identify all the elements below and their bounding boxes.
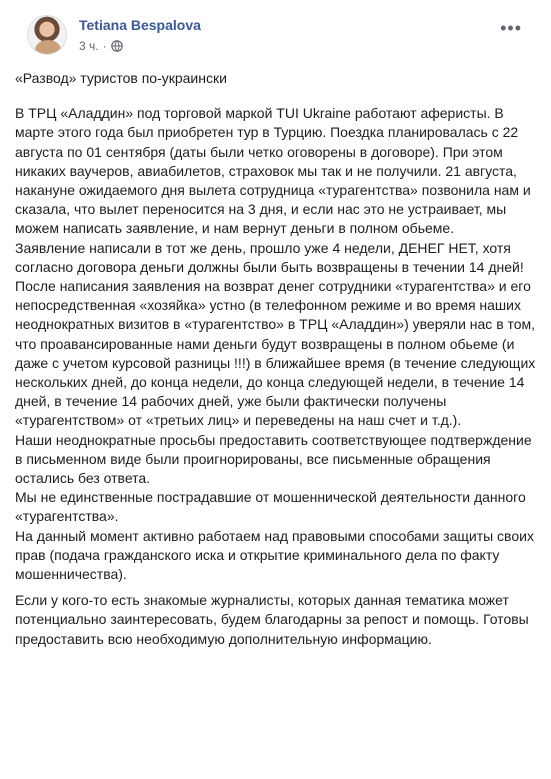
avatar-figure: [35, 40, 61, 55]
post-meta: [79, 39, 123, 53]
post-content: [15, 69, 539, 649]
globe-icon[interactable]: [111, 40, 123, 52]
more-options-icon[interactable]: •••: [500, 18, 522, 38]
post-appeal: Если у кого-то есть знакомые журналисты, которых данная тематика может потенциально заинтересовать, будем благодарны за репост и помощь. Готовы предоставить всю необходимую дополнительную информацию.: [15, 592, 529, 647]
post-time[interactable]: 3 ч.: [79, 39, 99, 53]
post-header: [15, 0, 536, 62]
author-name[interactable]: Tetiana Bespalova: [79, 17, 201, 33]
post-title: «Развод» туристов по-украински: [15, 70, 227, 86]
post-body: В ТРЦ «Аладдин» под торговой маркой TUI Ukraine работают аферисты. В марте этого года был приобретен тур в Турцию. Поездка планировалась с 22 августа по 01 сентября (даты были четко оговорены в договоре). При этом никаких ваучеров, авиабилетов, страховок мы так и не получили. 21 августа, накануне ожидаемого дня вылета сотрудница «турагентства» позвонила нам и сказала, что вылет переносится на 3 дня, и если нас это не устраивает, мы можем написать заявление, и нам вернут деньги в полном обьеме. Заявление написали в тот же день, прошло уже 4 недели, ДЕНЕГ НЕТ, хотя согласно договора деньги должны были быть возвращены в течении 14 дней! После написания заявления на возврат денег сотрудники «турагентства» и его непосредственная «хозяйка» устно (в телефонном режиме и во время наших неоднократных визитов в «турагентство» в ТРЦ «Аладдин») уверяли нас в том, что проавансированные нами деньги будут возвращены в полном обьеме (и даже с учетом курсовой разницы !!!) в ближайшее время (в течение следующих нескольких дней, до конца недели, до конца следующей недели, в течение 14 дней, в течение 14 рабочих дней, уже были фактически получены «турагентством» от «третьих лиц» и переведены на наш счет и т.д.). Наши неоднократные просьбы предоставить соответствующее подтверждение в письменном виде были проигнорированы, все письменные обращения остались без ответа. Мы не единственные пострадавшие от мошеннической деятельности данного «турагентства». На данный момент активно работаем над правовыми способами защиты своих прав (подача гражданского иска и открытие криминального дела по факту мошенничества).: [15, 105, 536, 583]
meta-separator: ·: [102, 39, 107, 53]
avatar[interactable]: [27, 15, 67, 55]
